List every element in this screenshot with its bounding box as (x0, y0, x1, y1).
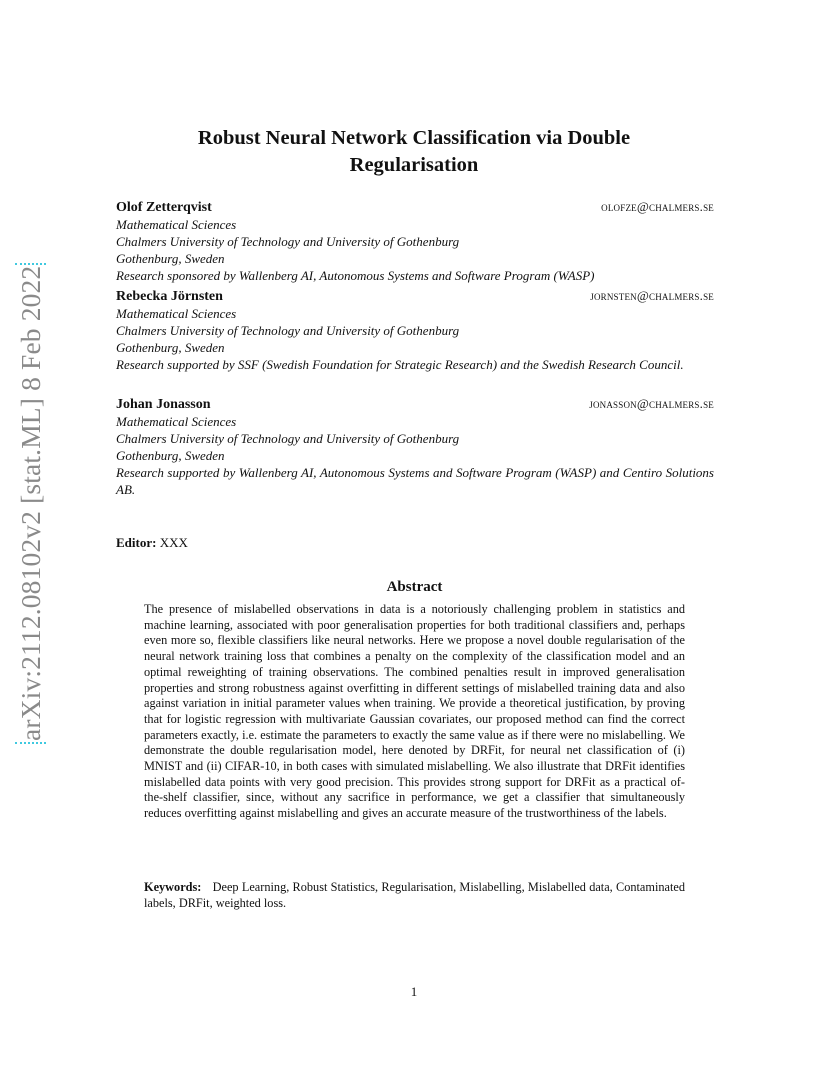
author-name: Rebecka Jörnsten (116, 289, 223, 304)
author-email: olofze@chalmers.se (601, 199, 714, 214)
keywords-label: Keywords: (144, 880, 202, 894)
author-location: Gothenburg, Sweden (116, 340, 225, 355)
author-email: jornsten@chalmers.se (590, 288, 714, 303)
author-name: Olof Zetterqvist (116, 200, 212, 215)
author-name: Johan Jonasson (116, 397, 211, 412)
author-funding: Research supported by Wallenberg AI, Autonomous Systems and Software Program (WASP) and Centiro Solutions AB. (116, 465, 714, 497)
author-block (116, 198, 714, 284)
author-university: Chalmers University of Technology and University of Gothenburg (116, 323, 460, 338)
arxiv-stamp (14, 262, 48, 744)
keywords-text: Deep Learning, Robust Statistics, Regularisation, Mislabelling, Mislabelled data, Contaminated labels, DRFit, weighted loss. (144, 880, 685, 910)
paper-title: Robust Neural Network Classification via Double Regularisation (197, 127, 631, 176)
editor-line (116, 535, 188, 551)
author-university: Chalmers University of Technology and University of Gothenburg (116, 234, 460, 249)
page-number: 1 (410, 984, 418, 999)
author-email: jonasson@chalmers.se (589, 396, 714, 411)
author-university: Chalmers University of Technology and University of Gothenburg (116, 431, 460, 446)
author-location: Gothenburg, Sweden (116, 251, 225, 266)
author-block (116, 287, 714, 373)
author-block (116, 395, 714, 498)
author-funding: Research sponsored by Wallenberg AI, Autonomous Systems and Software Program (WASP) (116, 268, 595, 283)
editor-label: Editor: (116, 535, 157, 550)
author-department: Mathematical Sciences (116, 414, 237, 429)
author-department: Mathematical Sciences (116, 306, 237, 321)
abstract-heading: Abstract (386, 579, 443, 595)
abstract-text: The presence of mislabelled observations in data is a notoriously challenging problem in statistics and machine learning, associated with poor generalisation properties for both traditional classifiers and, perhaps even more so, flexible classifiers like neural networks. Here we propose a novel double regularisation of the neural network training loss that combines a penalty on the complexity of the classification model and an optimal reweighting of training observations. The combined penalties result in improved generalisation properties and strong robustness against overfitting in different settings of mislabelled training data and also against variation in initial parameter values when training. We provide a theoretical justification, by proving that for logistic regression with multivariate Gaussian covariates, our proposed method can find the correct parameters exactly, i.e. estimate the parameters to exactly the same value as if there were no mislabelling. We demonstrate the double regularisation model, here denoted by DRFit, for neural net classification of (i) MNIST and (ii) CIFAR-10, in both cases with simulated mislabelling. We also illustrate that DRFit identifies mislabelled data points with very good precision. This provides strong support for DRFit as a practical of-the-shelf classifier, since, without any sacrifice in performance, we get a classifier that simultaneously reduces overfitting against mislabelling and gives an accurate measure of the trustworthiness of the labels. (144, 602, 685, 821)
author-location: Gothenburg, Sweden (116, 448, 225, 463)
author-department: Mathematical Sciences (116, 217, 237, 232)
editor-value: XXX (159, 535, 188, 550)
author-funding: Research supported by SSF (Swedish Foundation for Strategic Research) and the Swedish Research Council. (116, 357, 684, 372)
keywords (144, 880, 685, 911)
arxiv-stamp-text: arXiv:2112.08102v2 [stat.ML] 8 Feb 2022 (15, 263, 46, 744)
